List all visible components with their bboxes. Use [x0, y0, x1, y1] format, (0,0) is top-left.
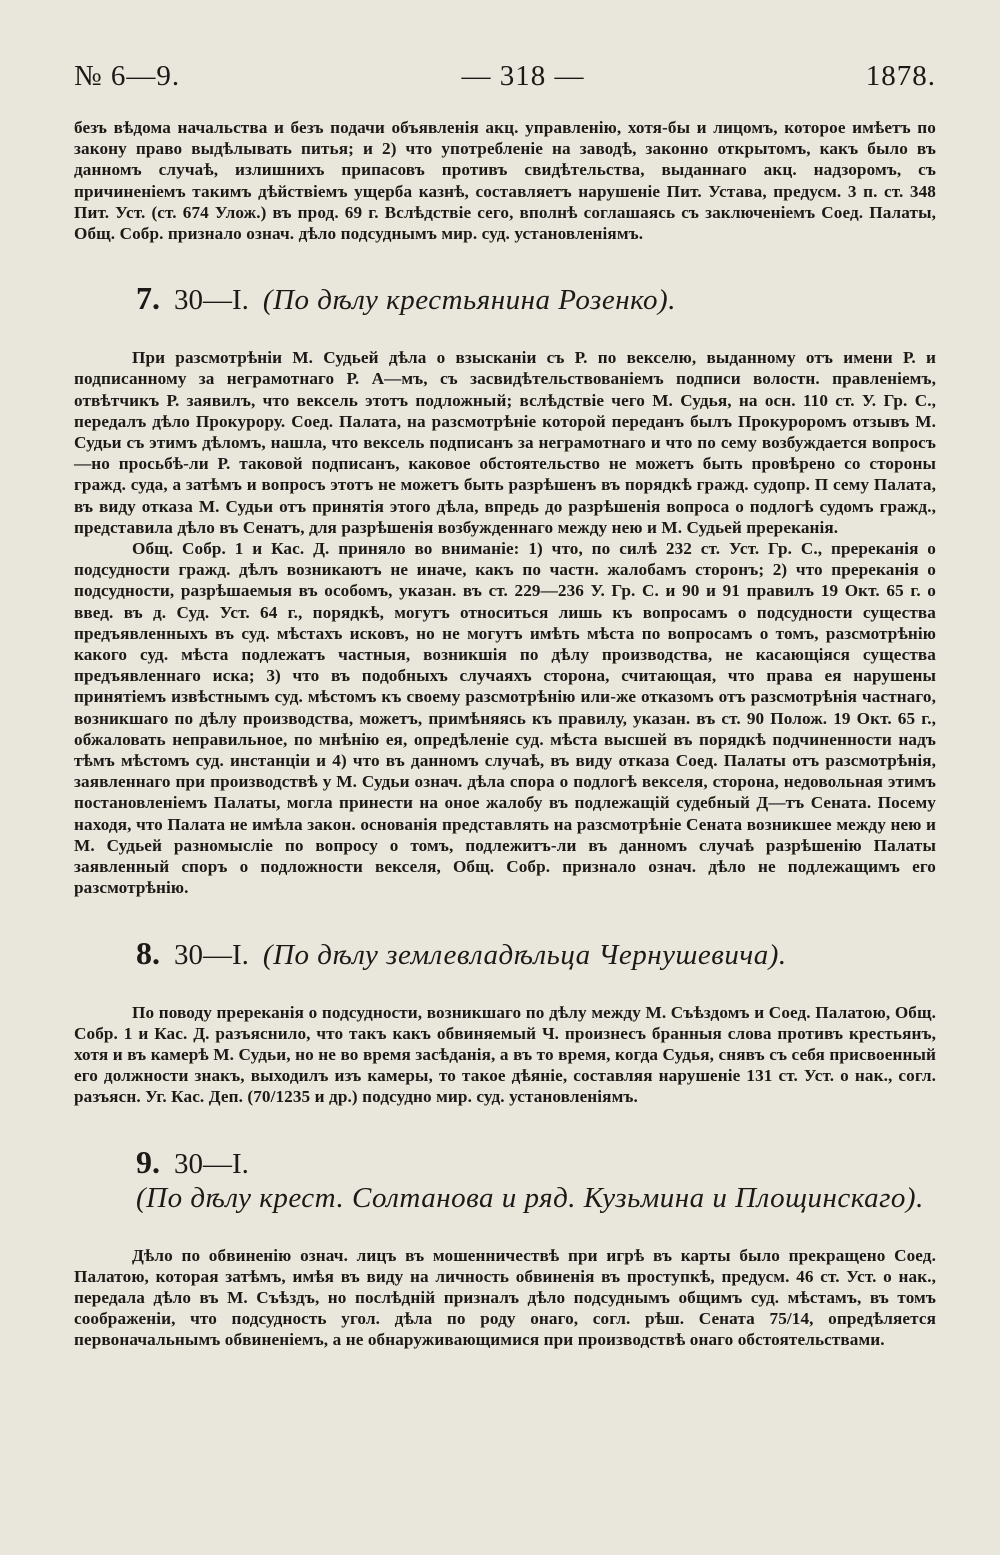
- section-number: 7.: [136, 280, 160, 317]
- section-9-paragraph-1: Дѣло по обвиненію означ. лицъ въ мошенничествѣ при игрѣ въ карты было прекращено Соед. Палатою, которая затѣмъ, имѣя въ виду на личность обвиненія въ проступкѣ, предусм. 46 ст. Уст. о нак., передала дѣло въ М. Съѣздъ, но послѣдній призналъ дѣло подсуднымъ общимъ суд. мѣстамъ, въ томъ соображеніи, что подсудность угол. дѣла по роду онаго, согл. рѣш. Сената 75/14, опредѣляется первоначальнымъ обвиненіемъ, а не обнаруживающимися при производствѣ онаго обстоятельствами.: [74, 1245, 936, 1350]
- year: 1878.: [865, 60, 936, 92]
- issue-number: № 6—9.: [74, 60, 181, 92]
- section-number: 8.: [136, 934, 160, 971]
- section-case-title: (По дѣлу крестьянина Розенко).: [262, 284, 676, 317]
- section-7-heading: [136, 280, 936, 317]
- intro-paragraph: безъ вѣдома начальства и безъ подачи объявленія акц. управленію, хотя-бы и лицомъ, которое имѣетъ по закону право выдѣлывать питья; и 2) что употребленіе на заводѣ, законно открытомъ, какъ было въ данномъ случаѣ, излишнихъ припасовъ противъ свидѣтельства, выданнаго акц. надзоромъ, съ причиненіемъ такимъ дѣйствіемъ ущерба казнѣ, составляетъ нарушеніе Пит. Устава, предусм. 3 п. ст. 348 Пит. Уст. (ст. 674 Улож.) въ прод. 69 г. Вслѣдствіе сего, вполнѣ соглашаясь съ заключеніемъ Соед. Палаты, Общ. Собр. признало означ. дѣло подсуднымъ мир. суд. установленіямъ.: [74, 118, 936, 244]
- section-date: 30—I.: [174, 1147, 249, 1180]
- section-7-paragraph-1: При разсмотрѣніи М. Судьей дѣла о взысканіи съ Р. по векселю, выданному отъ имени Р. и подписанному за неграмотнаго Р. А—мъ, съ засвидѣтельствованіемъ подписи волостн. правленіемъ, отвѣтчикъ Р. заявилъ, что вексель этотъ подложный; вслѣдствіе чего М. Судья, на осн. 110 ст. У. Гр. С., передалъ дѣло Прокурору. Соед. Палата, на разсмотрѣніе которой переданъ былъ Прокуроромъ отзывъ М. Судьи съ этимъ дѣломъ, нашла, что вексель подписанъ за неграмотнаго и что по сему возбуждается вопросъ—но просьбѣ-ли Р. таковой подписанъ, каковое обстоятельство не можетъ быть провѣрено со стороны гражд. суда, а затѣмъ и вопросъ этотъ не можетъ быть разрѣшенъ въ порядкѣ гражд. судопр. П сему Палата, въ виду отказа М. Судьи отъ принятія этого дѣла, впредь до разрѣшенія вопроса о подлогѣ судомъ гражд., представила дѣло въ Сенатъ, для разрѣшенія возбужденнаго между нею и М. Судьей пререканія.: [74, 348, 936, 537]
- section-8-heading: [136, 935, 936, 972]
- page-number: — 318 —: [461, 60, 585, 92]
- section-9-heading: [136, 1144, 936, 1215]
- section-date: 30—I.: [174, 284, 249, 317]
- page-header: [74, 60, 936, 93]
- section-case-title: (По дѣлу землевладѣльца Чернушевича).: [262, 938, 787, 971]
- section-case-title: (По дѣлу крест. Солтанова и ряд. Кузьмина и Площинскаго).: [136, 1181, 924, 1214]
- section-date: 30—I.: [174, 938, 249, 971]
- section-8-paragraph-1: По поводу пререканія о подсудности, возникшаго по дѣлу между М. Съѣздомъ и Соед. Палатою, Общ. Собр. 1 и Кас. Д. разъяснило, что такъ какъ обвиняемый Ч. произнесъ бранныя слова противъ крестьянъ, хотя и въ камерѣ М. Судьи, но не во время засѣданія, а въ то время, когда Судья, снявъ съ себя присвоенный его должности знакъ, выходилъ изъ камеры, то такое дѣяніе, составляя нарушеніе 131 ст. Уст. о нак., согл. разъясн. Уг. Кас. Деп. (70/1235 и др.) подсудно мир. суд. установленіямъ.: [74, 1002, 936, 1107]
- section-number: 9.: [136, 1143, 160, 1180]
- section-7-paragraph-2: Общ. Собр. 1 и Кас. Д. приняло во вниманіе: 1) что, по силѣ 232 ст. Уст. Гр. С., пререканія о подсудности гражд. дѣлъ возникаютъ не иначе, какъ по частн. жалобамъ сторонъ; 2) что пререканія о подсудности, разрѣшаемыя въ особомъ, указан. въ ст. 229—236 У. Гр. С. и 90 и 91 правилъ 19 Окт. 65 г. о введ. въ д. Суд. Уст. 64 г., порядкѣ, могутъ относиться лишь къ вопросамъ о подсудности существа предъявленныхъ въ суд. мѣстахъ исковъ, но не могутъ имѣть мѣста по вопросамъ о томъ, разсмотрѣнію какого суд. мѣста подлежатъ частныя, возникшія по дѣлу производства, не касающіяся существа предъявленнаго иска; 3) что въ подобныхъ случаяхъ сторона, считающая, что права ея нарушены принятіемъ извѣстнымъ суд. мѣстомъ къ своему разсмотрѣнію или-же отказомъ отъ разсмотрѣнія частнаго, возникшаго по дѣлу производства, можетъ, примѣняясь къ правилу, указан. въ ст. 90 Полож. 19 Окт. 65 г., обжаловать неправильное, по мнѣнію ея, опредѣленіе суд. мѣста высшей въ порядкѣ подчиненности надъ тѣмъ мѣстомъ суд. инстанціи и 4) что въ данномъ случаѣ, въ виду отказа Соед. Палаты отъ разсмотрѣнія, заявленнаго при производствѣ у М. Судьи означ. дѣла спора о подлогѣ векселя, сторона, недовольная этимъ постановленіемъ Палаты, могла принести на оное жалобу въ подлежащій судебный Д—тъ Сената. Посему находя, что Палата не имѣла закон. основанія представлять на разсмотрѣніе Сената возникшее между нею и М. Судьей разномысліе по вопросу о томъ, подлежитъ-ли въ данномъ случаѣ разрѣшенію Палаты заявленный споръ о подложности векселя, Общ. Собр. признало означ. дѣло не подлежащимъ его разсмотрѣнію.: [74, 539, 936, 898]
